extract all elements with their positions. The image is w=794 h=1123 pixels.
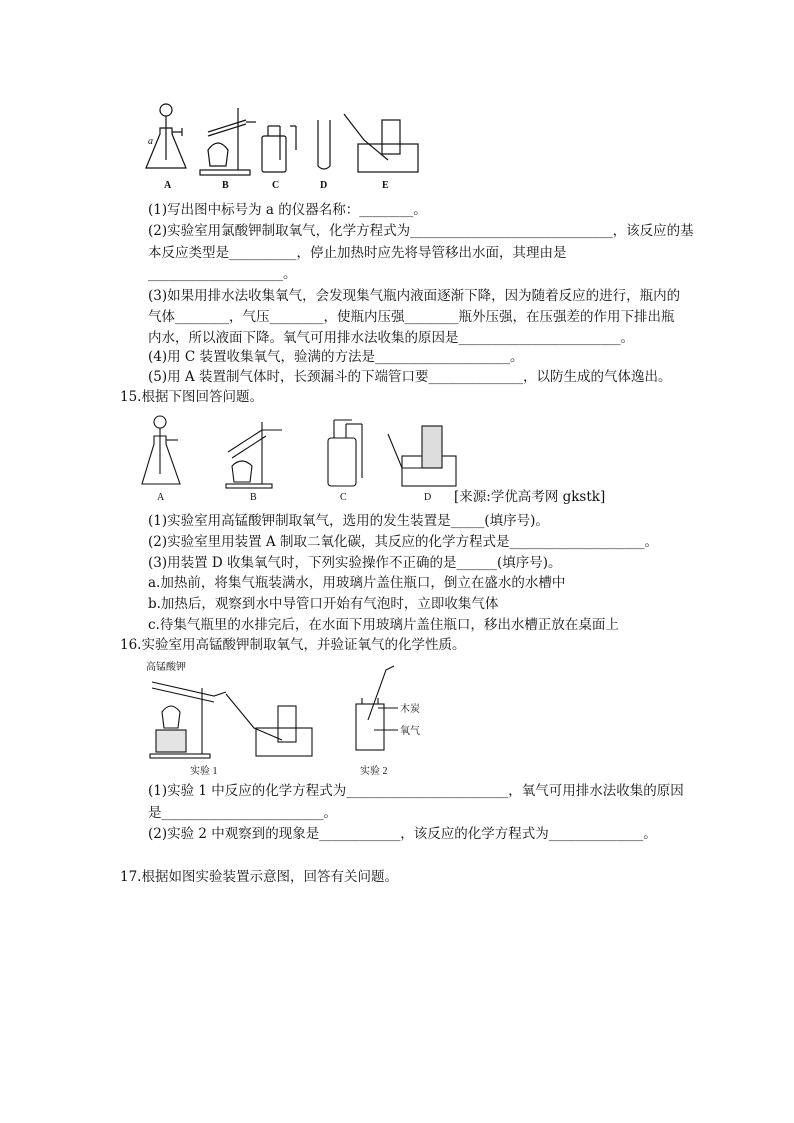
q16-fig-label-kmno4: 高锰酸钾 [146, 662, 186, 673]
q16-fig-label-oxygen: 氧气 [400, 726, 420, 737]
q14-fig-label-d: D [320, 180, 328, 191]
q15-apparatus-figure [140, 412, 460, 504]
q15-source-note: [来源:学优高考网 gkstk] [454, 489, 606, 505]
q14-line-7: 内水，所以液面下降。氧气可用排水法收集的原因是________________________。 [148, 330, 634, 346]
q15-fig-label-a: A [157, 492, 165, 503]
q15-option-b: b.加热后，观察到水中导管口开始有气泡时，立即收集气体 [148, 596, 499, 612]
q15-line-3: (3)用装置 D 收集氧气时，下列实验操作不正确的是______(填序号)。 [148, 555, 562, 571]
q14-line-9: (5)用 A 装置制气体时，长颈漏斗的下端管口要______________，以防生成的气体逸出。 [148, 369, 672, 385]
q14-apparatus-figure [138, 100, 428, 195]
q16-fig-caption-1: 实验 1 [190, 766, 218, 777]
q16-fig-caption-2: 实验 2 [360, 766, 388, 777]
q15-fig-label-c: C [340, 492, 347, 503]
q14-fig-label-e: E [382, 180, 389, 191]
q14-line-2: (2)实验室用氯酸钾制取氧气，化学方程式为______________________________，该反应的基 [148, 223, 694, 239]
q15-line-1: (1)实验室用高锰酸钾制取氧气，选用的发生装置是_____(填序号)。 [148, 513, 549, 529]
q14-line-5: (3)如果用排水法收集氧气，会发现集气瓶内液面逐渐下降，因为随着反应的进行，瓶内的 [148, 288, 681, 304]
q14-line-1: (1)写出图中标号为 a 的仪器名称：________。 [148, 202, 427, 218]
q16-line-3: (2)实验 2 中观察到的现象是____________，该反应的化学方程式为______________。 [148, 826, 657, 842]
q14-fig-label-b: B [222, 180, 229, 191]
q14-fig-label-a: A [164, 180, 172, 191]
q17-title: 17.根据如图实验装置示意图，回答有关问题。 [120, 869, 398, 885]
q14-fig-mark-a: a [148, 136, 153, 147]
q14-line-6: 气体________，气压________，使瓶内压强________瓶外压强，在压强差的作用下排出瓶 [148, 309, 675, 325]
q16-line-2: 是________________________。 [148, 805, 337, 821]
q14-line-3: 本反应类型是__________，停止加热时应先将导管移出水面，其理由是 [148, 245, 567, 261]
q14-line-8: (4)用 C 装置收集氧气，验满的方法是____________________。 [148, 349, 524, 365]
q14-line-4: ____________________。 [148, 266, 297, 282]
q15-fig-label-d: D [424, 492, 432, 503]
q14-fig-label-c: C [272, 180, 280, 191]
q15-option-a: a.加热前，将集气瓶装满水，用玻璃片盖住瓶口，倒立在盛水的水槽中 [148, 575, 566, 591]
q16-title: 16.实验室用高锰酸钾制取氧气，并验证氧气的化学性质。 [120, 637, 466, 653]
q15-fig-label-b: B [250, 492, 257, 503]
q15-line-2: (2)实验室里用装置 A 制取二氧化碳，其反应的化学方程式是____________________。 [148, 534, 658, 550]
q15-title: 15.根据下图回答问题。 [120, 389, 263, 405]
q16-fig-label-carbon: 木炭 [400, 704, 420, 715]
q16-line-1: (1)实验 1 中反应的化学方程式为________________________，氧气可用排水法收集的原因 [148, 783, 684, 799]
q16-apparatus-figure [142, 658, 432, 780]
q15-option-c: c.待集气瓶里的水排完后，在水面下用玻璃片盖住瓶口，移出水槽正放在桌面上 [148, 617, 619, 633]
